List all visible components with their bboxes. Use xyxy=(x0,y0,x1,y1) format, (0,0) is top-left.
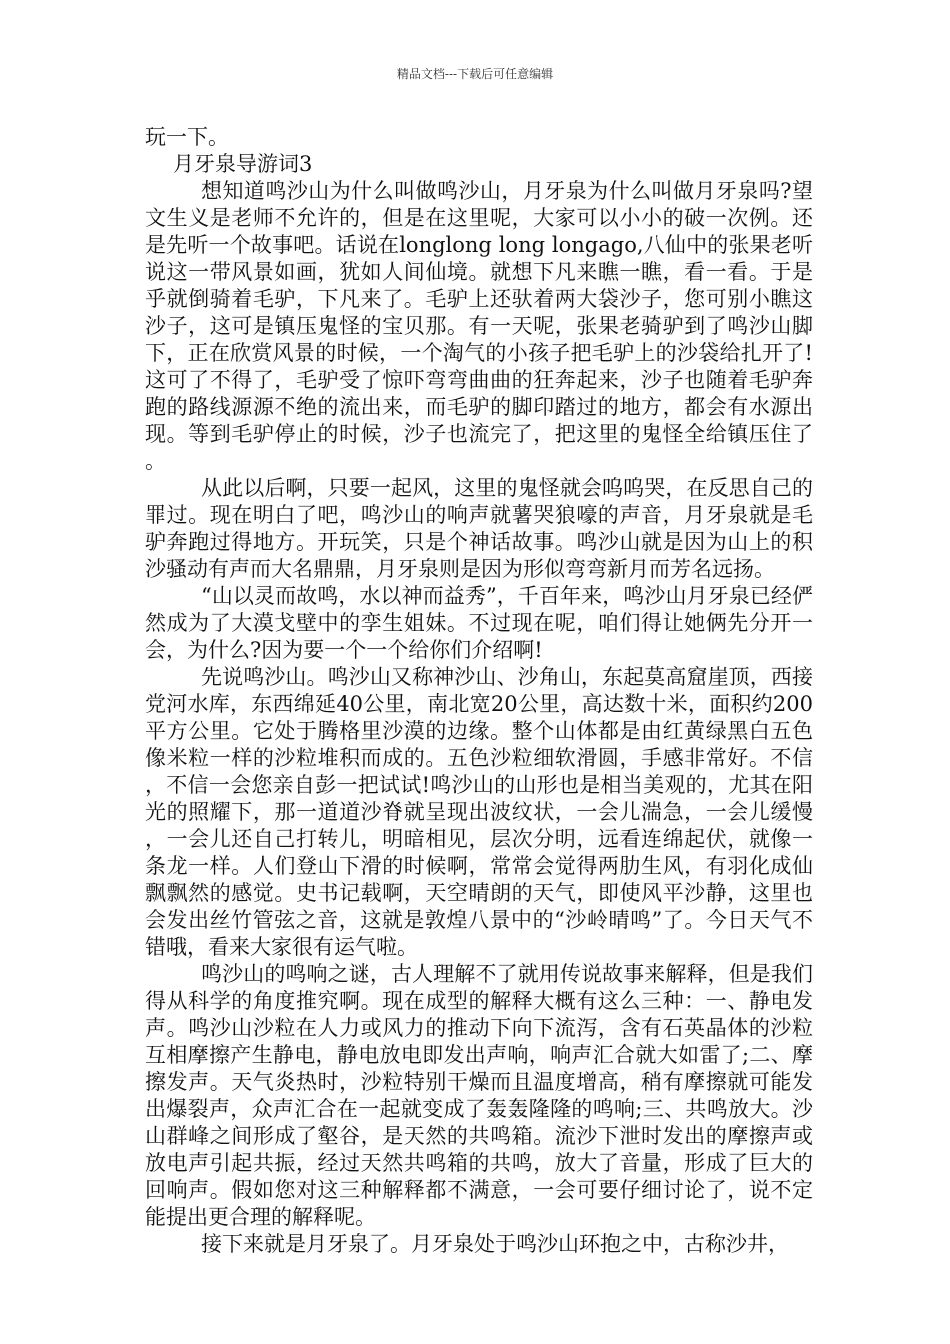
document-body xyxy=(145,124,813,1258)
paragraph: 接下来就是月牙泉了。月牙泉处于鸣沙山环抱之中，古称沙井， xyxy=(201,1232,789,1256)
page-header: 精品文档---下载后可任意编辑 xyxy=(396,67,554,81)
paragraph: 先说鸣沙山。鸣沙山又称神沙山、沙角山，东起莫高窟崖顶，西接党河水库，东西绵延40公里，南北宽20公里，高达数十米，面积约200平方公里。它处于腾格里沙漠的边缘。整个山体都是由红黄绿黑白五色像米粒一样的沙粒堆积而成的。五色沙粒细软滑圆，手感非常好。不信，不信一会您亲自彭一把试试!鸣沙山的山形也是相当美观的，尤其在阳光的照耀下，那一道道沙脊就呈现出波纹状，一会儿湍急，一会儿缓慢，一会儿还自己打转儿，明暗相见，层次分明，远看连绵起伏，就像一条龙一样。人们登山下滑的时候啊，常常会觉得两肋生风，有羽化成仙飘飘然的感觉。史书记载啊，天空晴朗的天气，即使风平沙静，这里也会发出丝竹管弦之音，这就是敦煌八景中的“沙岭晴鸣”了。今日天气不错哦，看来大家很有运气啦。 xyxy=(145,665,813,959)
paragraph: “山以灵而故鸣，水以神而益秀”，千百年来，鸣沙山月牙泉已经俨然成为了大漠戈壁中的孪生姐妹。不过现在呢，咱们得让她俩先分开一会，为什么?因为要一个一个给你们介绍啊! xyxy=(145,584,813,662)
section-title: 月牙泉导游词3 xyxy=(173,152,313,176)
paragraph: 想知道鸣沙山为什么叫做鸣沙山，月牙泉为什么叫做月牙泉吗?望文生义是老师不允许的，但是在这里呢，大家可以小小的破一次例。还是先听一个故事吧。话说在longlong long longago,八仙中的张果老听说这一带风景如画，犹如人间仙境。就想下凡来瞧一瞧，看一看。于是乎就倒骑着毛驴，下凡来了。毛驴上还驮着两大袋沙子，您可别小瞧这沙子，这可是镇压鬼怪的宝贝那。有一天呢，张果老骑驴到了鸣沙山脚下，正在欣赏风景的时候，一个淘气的小孩子把毛驴上的沙袋给扎开了!这可了不得了，毛驴受了惊吓弯弯曲曲的狂奔起来，沙子也随着毛驴奔跑的路线源源不绝的流出来，而毛驴的脚印踏过的地方，都会有水源出现。等到毛驴停止的时候，沙子也流完了，把这里的鬼怪全给镇压住了。 xyxy=(145,179,813,473)
paragraph: 鸣沙山的鸣响之谜，古人理解不了就用传说故事来解释，但是我们得从科学的角度推究啊。现在成型的解释大概有这么三种：一、静电发声。鸣沙山沙粒在人力或风力的推动下向下流泻，含有石英晶体的沙粒互相摩擦产生静电，静电放电即发出声响，响声汇合就大如雷了;二、摩擦发声。天气炎热时，沙粒特别干燥而且温度增高，稍有摩擦就可能发出爆裂声，众声汇合在一起就变成了轰轰隆隆的鸣响;三、共鸣放大。沙山群峰之间形成了壑谷，是天然的共鸣箱。流沙下泄时发出的摩擦声或放电声引起共振，经过天然共鸣箱的共鸣，放大了音量，形成了巨大的回响声。假如您对这三种解释都不满意，一会可要仔细讨论了，说不定能提出更合理的解释呢。 xyxy=(145,962,813,1229)
paragraph: 从此以后啊，只要一起风，这里的鬼怪就会呜呜哭，在反思自己的罪过。现在明白了吧，鸣沙山的响声就薯哭狼嚎的声音，月牙泉就是毛驴奔跑过得地方。开玩笑，只是个神话故事。鸣沙山就是因为山上的积沙骚动有声而大名鼎鼎，月牙泉则是因为形似弯弯新月而芳名远扬。 xyxy=(145,476,813,581)
lead-in-text: 玩一下。 xyxy=(145,125,229,149)
